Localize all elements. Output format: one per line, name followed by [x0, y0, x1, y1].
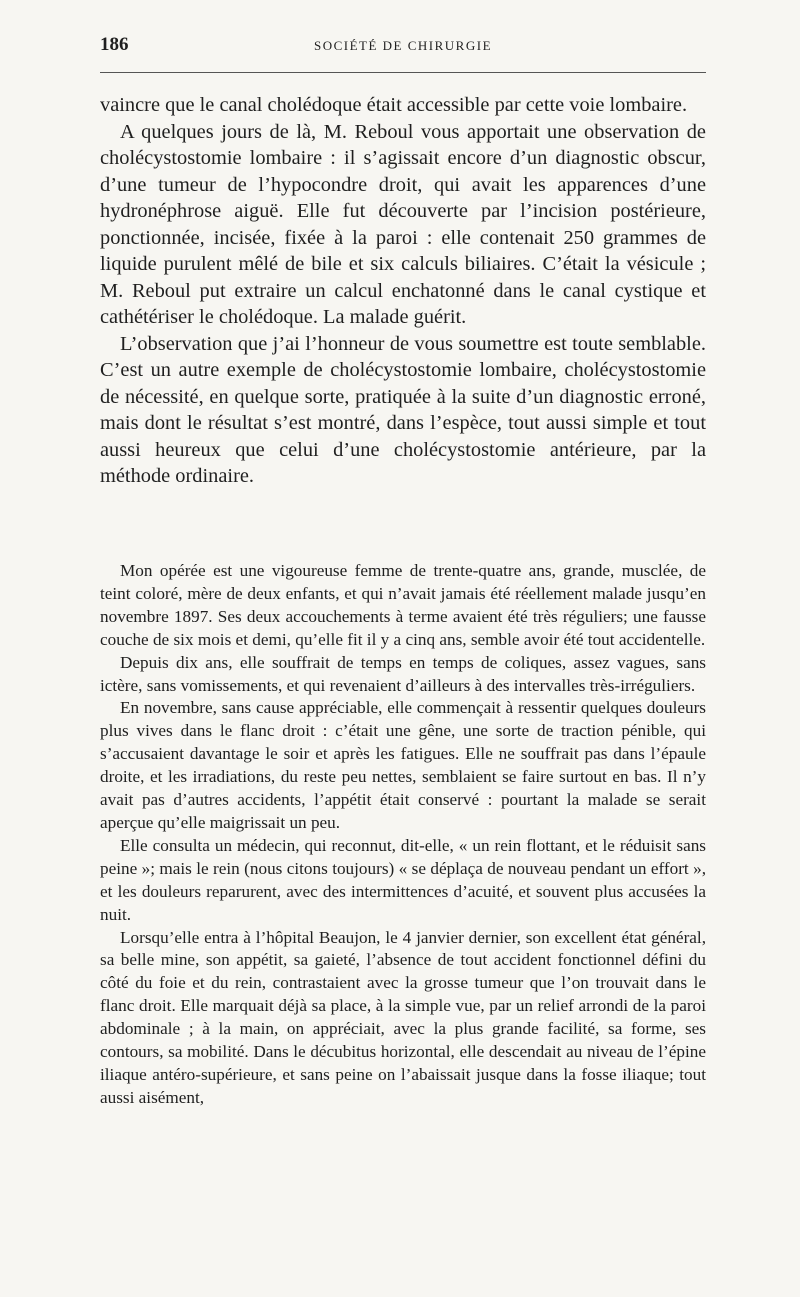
- paragraph: En novembre, sans cause appréciable, elle commençait à ressentir quelques douleurs plus vives dans le flanc droit : c’était une gêne, une sorte de traction pénible, qui s’accusaient davantage le soir et après les fatigues. Elle ne souffrait pas dans l’épaule droite, et les irradiations, du reste peu nettes, semblaient se faire surtout en bas. Il n’y avait pas d’autres accidents, l’appétit était conservé : pourtant la malade se serait aperçue qu’elle maigrissait un peu.: [100, 698, 706, 832]
- page-header: [100, 34, 706, 62]
- page-number: 186: [100, 34, 129, 55]
- paragraph: Depuis dix ans, elle souffrait de temps en temps de coliques, assez vagues, sans ictère, sans vomissements, et qui revenaient d’ailleurs à des intervalles très-irréguliers.: [100, 652, 706, 695]
- observation-text: [100, 560, 706, 1110]
- paragraph: L’observation que j’ai l’honneur de vous soumettre est toute semblable. C’est un autre exemple de cholécystostomie lombaire, cholécystostomie de nécessité, en quelque sorte, pratiquée à la suite d’un diagnostic erroné, mais dont le résultat s’est montré, dans l’espèce, tout aussi simple et tout aussi heureux que celui d’une cholécystostomie antérieure, par la méthode ordinaire.: [100, 332, 706, 487]
- paragraph: A quelques jours de là, M. Reboul vous apportait une observation de cholécystostomie lombaire : il s’agissait encore d’un diagnostic obscur, d’une tumeur de l’hypocondre droit, qui avait les apparences d’une hydronéphrose aiguë. Elle fut découverte par l’incision postérieure, ponctionnée, incisée, fixée à la paroi : elle contenait 250 grammes de liquide purulent mêlé de bile et six calculs biliaires. C’était la vésicule ; M. Reboul put extraire un calcul enchatonné dans le canal cystique et cathétériser le cholédoque. La malade guérit.: [100, 120, 706, 328]
- main-text: [100, 92, 706, 490]
- paragraph: Lorsqu’elle entra à l’hôpital Beaujon, le 4 janvier dernier, son excellent état général, sa belle mine, son appétit, sa gaieté, l’absence de tout accident fonctionnel défini du côté du foie et du rein, contrastaient avec la grosse tumeur que l’on trouvait dans le flanc droit. Elle marquait déjà sa place, à la simple vue, par un relief arrondi de la paroi abdominale ; à la main, on appréciait, avec la plus grande facilité, sa forme, ses contours, sa mobilité. Dans le décubitus horizontal, elle descendait au niveau de l’épine iliaque antéro-supérieure, et sans peine on l’abaissait jusque dans la fosse iliaque; tout aussi aisément,: [100, 927, 706, 1107]
- header-rule: [100, 72, 706, 73]
- paragraph: vaincre que le canal cholédoque était accessible par cette voie lombaire.: [100, 94, 688, 116]
- paragraph: Mon opérée est une vigoureuse femme de trente-quatre ans, grande, musclée, de teint coloré, mère de deux enfants, et qui n’avait jamais été réellement malade jusqu’en novembre 1897. Ses deux accouchements à terme avaient été très réguliers; une fausse couche de six mois et demi, qu’elle fit il y a cinq ans, semble avoir été tout accidentelle.: [100, 561, 706, 649]
- running-title: SOCIÉTÉ DE CHIRURGIE: [313, 38, 493, 53]
- paragraph: Elle consulta un médecin, qui reconnut, dit-elle, « un rein flottant, et le réduisit sans peine »; mais le rein (nous citons toujours) « se déplaça de nouveau pendant un effort », et les douleurs reparurent, avec des intermittences d’acuité, et souvent plus accusées la nuit.: [100, 835, 706, 924]
